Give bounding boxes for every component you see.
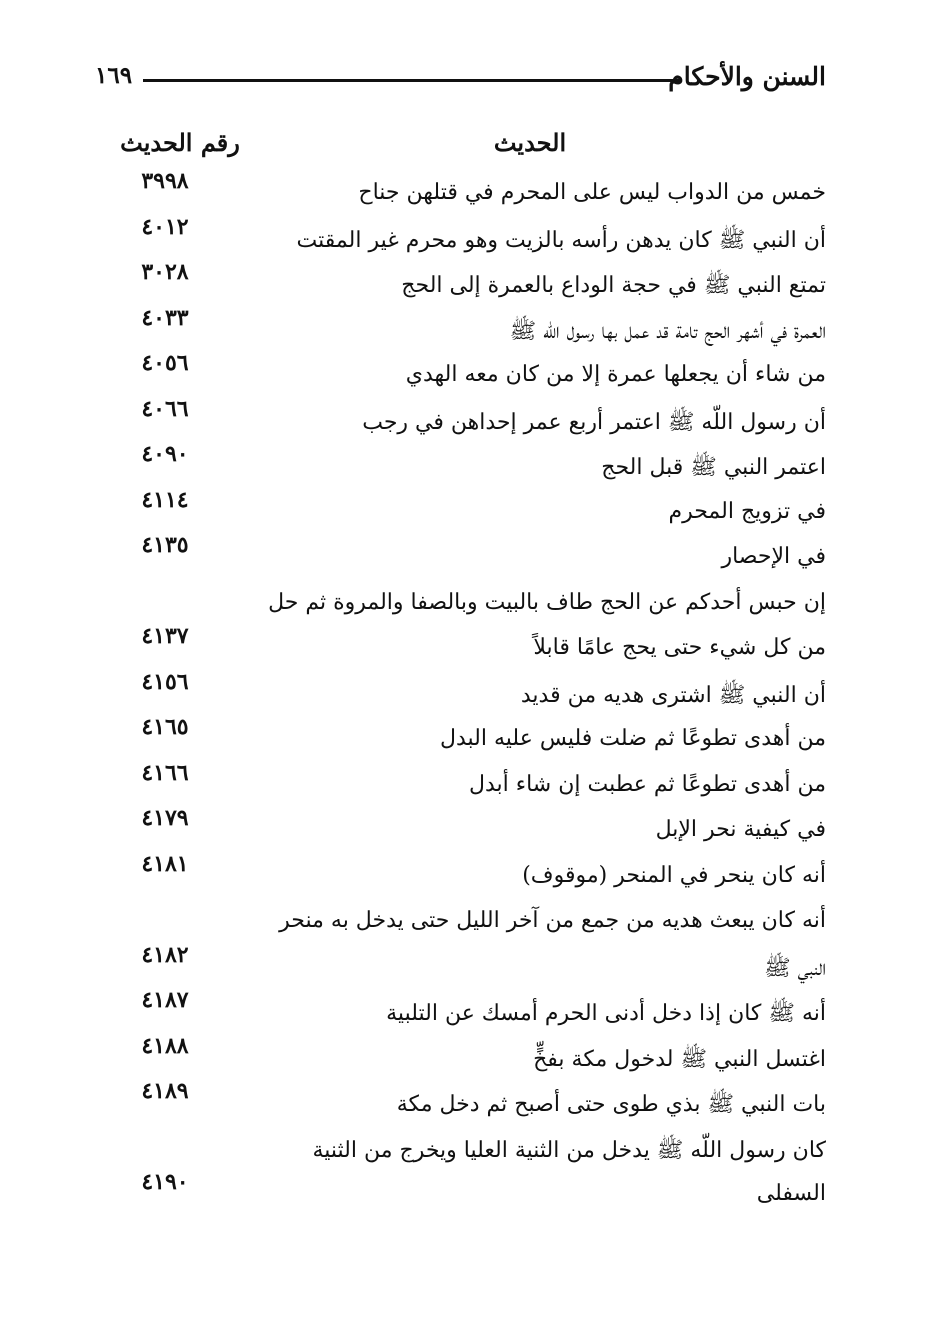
hadith-title-line: بات النبي ﷺ بذي طوى حتى أصبح ثم دخل مكة [396, 1092, 826, 1117]
hadith-number: ٤١٩٠ [141, 1169, 189, 1195]
hadith-number: ٤٠٦٦ [141, 395, 189, 422]
hadith-title-line: العمرة في أشهر الحج تامة قد عمل بها رسول اللّه ﷺ [509, 318, 826, 344]
hadith-title-line: في تزويج المحرم [668, 498, 826, 524]
hadith-title-line: تمتع النبي ﷺ في حجة الوداع بالعمرة إلى الحج [401, 273, 826, 298]
hadith-title-line: كان رسول اللّه ﷺ يدخل من الثنية العليا ويخرج من الثنية [312, 1137, 826, 1163]
hadith-title-line: أنه كان ينحر في المنحر (موقوف) [522, 862, 826, 888]
hadith-number: ٤١١٤ [141, 486, 189, 513]
hadith-number: ٤٠١٢ [141, 213, 189, 240]
hadith-title-line: من شاء أن يجعلها عمرة إلا من كان معه الهدي [405, 362, 826, 387]
hadith-title-line: أن النبي ﷺ كان يدهن رأسه بالزيت وهو محرم غير المقتت [296, 227, 826, 253]
hadith-title-line: في الإحصار [721, 544, 826, 569]
hadith-number: ٣٩٩٨ [141, 168, 189, 194]
page-header [95, 60, 826, 100]
hadith-number: ٤١٥٦ [141, 668, 189, 695]
hadith-number: ٤١٨١ [141, 850, 189, 877]
hadith-title-line: من أهدى تطوعًا ثم ضلت فليس عليه البدل [440, 726, 826, 751]
hadith-title-line: أنه ﷺ كان إذا دخل أدنى الحرم أمسك عن التلبية [386, 1001, 826, 1026]
hadith-number: ٤١٣٥ [141, 532, 189, 558]
hadith-title-line: إن حبس أحدكم عن الحج طاف بالبيت وبالصفا والمروة ثم حل [268, 589, 826, 615]
hadith-number: ٤١٨٨ [141, 1032, 189, 1059]
hadith-number: ٤١٨٧ [141, 987, 189, 1013]
hadith-number: ٤٠٣٣ [141, 304, 189, 331]
hadith-title-line: أن رسول اللّه ﷺ اعتمر أربع عمر إحداهن في رجب [362, 409, 826, 435]
hadith-title-line: السفلى [756, 1181, 826, 1206]
hadith-title-line: من أهدى تطوعًا ثم عطبت إن شاء أبدل [468, 771, 826, 797]
hadith-title-line: اغتسل النبي ﷺ لدخول مكة بفخٍّ [533, 1046, 826, 1072]
hadith-title-line: أنه كان يبعث هديه من جمع من آخر الليل حتى يدخل به منحر [279, 908, 826, 933]
hadith-number: ٤١٨٢ [141, 941, 189, 968]
hadith-number: ٤١٦٥ [141, 714, 189, 740]
hadith-number: ٤١٨٩ [141, 1078, 189, 1104]
hadith-title-line: اعتمر النبي ﷺ قبل الحج [601, 455, 826, 480]
page-number: ١٦٩ [95, 62, 133, 89]
hadith-number: ٤٠٩٠ [141, 441, 189, 467]
hadith-title-line: من كل شيء حتى يحج عامًا قابلاً [533, 635, 826, 660]
hadith-number: ٤١٧٩ [141, 805, 189, 831]
hadith-number: ٤١٦٦ [141, 759, 189, 786]
hadith-title-line: النبي ﷺ [764, 955, 826, 981]
hadith-number: ٣٠٢٨ [141, 259, 189, 285]
running-title: السنن والأحكام [668, 62, 826, 91]
hadith-title-line: خمس من الدواب ليس على المحرم في قتلهن جناح [358, 180, 826, 205]
header-rule [143, 79, 681, 82]
hadith-title-line: أن النبي ﷺ اشترى هديه من قديد [520, 682, 826, 708]
hadith-title-line: في كيفية نحر الإبل [655, 817, 826, 842]
column-heading-hadith: الحديث [493, 128, 567, 157]
hadith-number: ٤٠٥٦ [141, 350, 189, 376]
column-heading-number: رقم الحديث [120, 128, 240, 157]
hadith-number: ٤١٣٧ [141, 623, 189, 649]
